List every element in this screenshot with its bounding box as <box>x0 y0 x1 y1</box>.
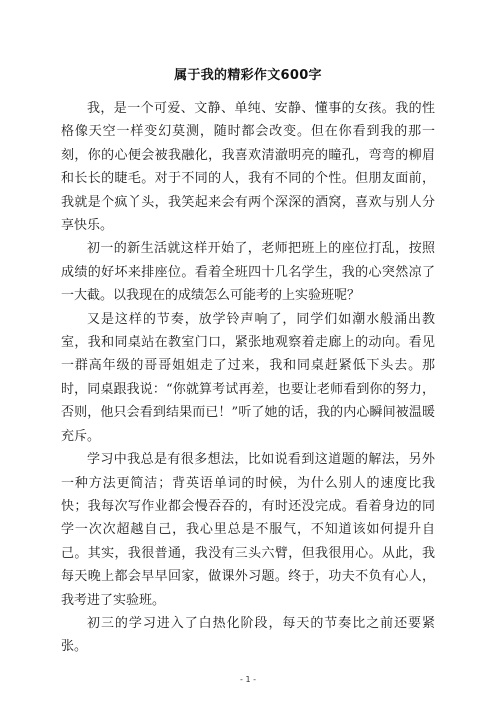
document-body <box>61 97 435 659</box>
paragraph-4: 学习中我总是有很多想法，比如说看到这道题的解法，另外一种方法更简洁；背英语单词的时候，为什么别人的速度比我快；我每次写作业都会慢吞吞的，有时还没完成。看着身边的同学一次次超越自己，我心里总是不服气，不知道该如何提升自己。其实，我很普通，我没有三头六臂，但我很用心。从此，我每天晚上都会早早回家，做课外习题。终于，功夫不负有心人，我考进了实验班。 <box>61 452 435 608</box>
paragraph-2: 初一的新生活就这样开始了，老师把班上的座位打乱，按照成绩的好坏来排座位。看着全班四十几名学生，我的心突然凉了一大截。以我现在的成绩怎么可能考的上实验班呢？ <box>61 241 435 304</box>
page-number: - 1 - <box>240 675 256 684</box>
paragraph-3: 又是这样的节奏，放学铃声响了，同学们如潮水般涌出教室，我和同桌站在教室门口，紧张地观察着走廊上的动向。看见一群高年级的哥哥姐姐走了过来，我和同桌赶紧低下头去。那时，同桌跟我说：“你就算考试再差，也要让老师看到你的努力，否则，他只会看到结果而已！”听了她的话，我的内心瞬间被温暖充斥。 <box>61 311 435 444</box>
paragraph-5: 初三的学习进入了白热化阶段，每天的节奏比之前还要紧张。 <box>61 615 435 655</box>
paragraph-1: 我，是一个可爱、文静、单纯、安静、懂事的女孩。我的性格像天空一样变幻莫测，随时都会改变。但在你看到我的那一刻，你的心便会被我融化，我喜欢清澈明亮的瞳孔，弯弯的柳眉和长长的睫毛。对于不同的人，我有不同的个性。但朋友面前，我就是个疯丫头，我笑起来会有两个深深的酒窝，喜欢与别人分享快乐。 <box>61 101 435 234</box>
document-title: 属于我的精彩作文600字 <box>174 68 322 83</box>
